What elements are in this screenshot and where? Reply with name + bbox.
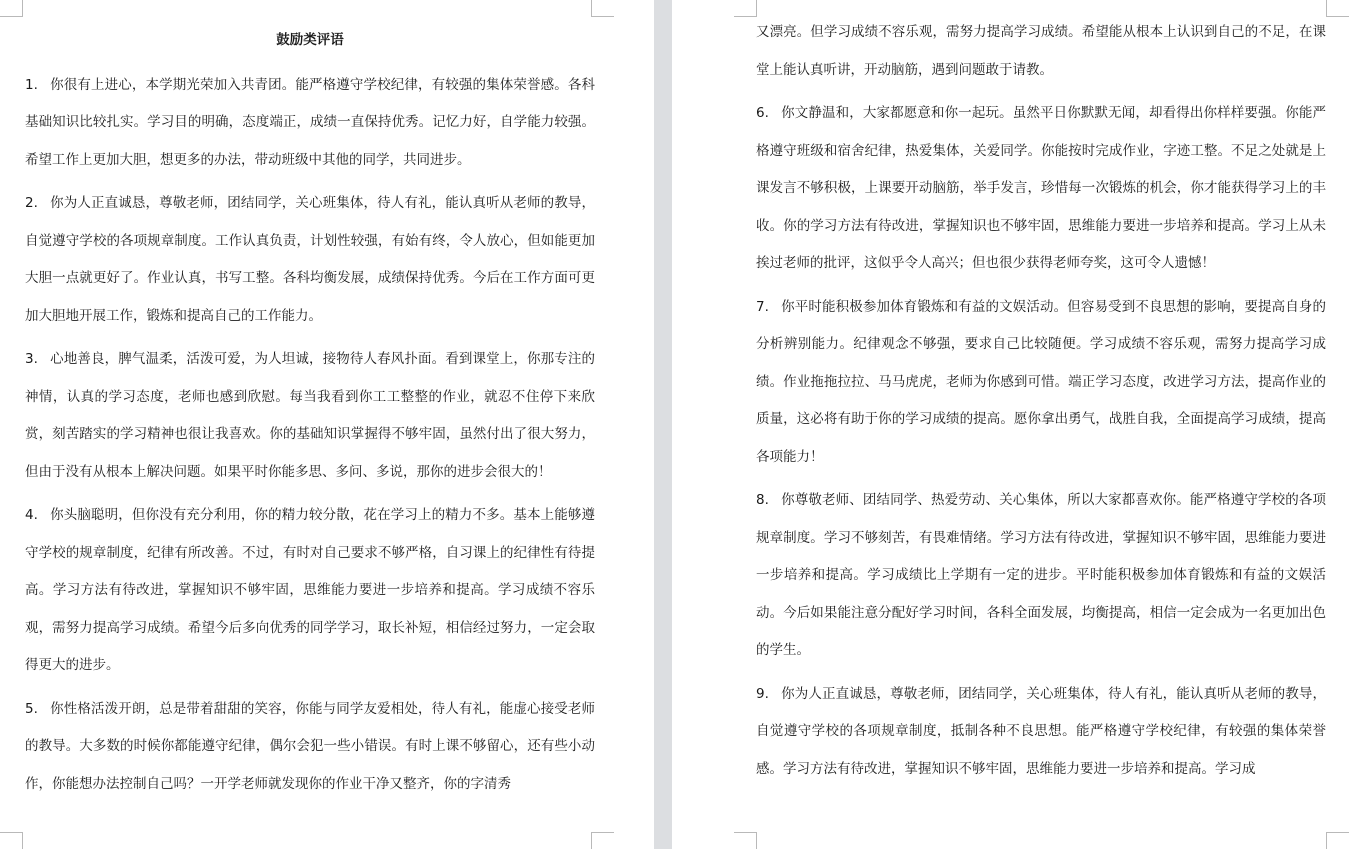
paragraph-text: 你性格活泼开朗，总是带着甜甜的笑容，你能与同学友爱相处，待人有礼，能虚心接受老师的教导。大多数的时候你都能遵守纪律，偶尔会犯一些小错误。有时上课不够留心，还有些小动作，你能想办法控制自己吗？一开学老师就发现你的作业干净又整齐，你的字清秀 [25,700,595,792]
paragraph-number: 6. [756,105,769,121]
document-title: 鼓励类评语 [276,32,344,48]
margin-corner-mark [591,832,614,849]
paragraph [25,341,595,491]
paragraph-text: 你为人正直诚恳，尊敬老师，团结同学，关心班集体，待人有礼，能认真听从老师的教导，自觉遵守学校的各项规章制度。工作认真负责，计划性较强，有始有终，令人放心，但如能更加大胆一点就更好了。作业认真，书写工整。各科均衡发展，成绩保持优秀。今后在工作方面可更加大胆地开展工作，锻炼和提高自己的工作能力。 [25,195,595,324]
paragraph-number: 7. [756,298,769,315]
paragraph-text: 你为人正直诚恳，尊敬老师，团结同学，关心班集体，待人有礼，能认真听从老师的教导，自觉遵守学校的各项规章制度，抵制各种不良思想。能严格遵守学校纪律，有较强的集体荣誉感。学习方法有待改进，掌握知识不够牢固，思维能力要进一步培养和提高。学习成 [756,685,1326,777]
paragraph-text: 你头脑聪明，但你没有充分利用，你的精力较分散，花在学习上的精力不多。基本上能够遵守学校的规章制度，纪律有所改善。不过，有时对自己要求不够严格，自习课上的纪律性有待提高。学习方法有待改进，掌握知识不够牢固，思维能力要进一步培养和提高。学习成绩不容乐观，需努力提高学习成绩。希望今后多向优秀的同学学习，取长补短，相信经过努力，一定会取得更大的进步。 [25,507,595,673]
paragraph-text: 你尊敬老师、团结同学、热爱劳动、关心集体，所以大家都喜欢你。能严格遵守学校的各项规章制度。学习不够刻苦，有畏难情绪。学习方法有待改进，掌握知识不够牢固，思维能力要进一步培养和提高。学习成绩比上学期有一定的进步。平时能积极参加体育锻炼和有益的文娱活动。今后如果能注意分配好学习时间，各科全面发展，均衡提高，相信一定会成为一名更加出色的学生。 [756,492,1326,658]
paragraph [756,289,1326,477]
page-gap [654,0,672,849]
paragraph-continuation: 又漂亮。但学习成绩不容乐观，需努力提高学习成绩。希望能从根本上认识到自己的不足，在课堂上能认真听讲，开动脑筋，遇到问题敢于请教。 [756,24,1326,78]
paragraph-number: 1. [25,76,38,93]
paragraph-number: 3. [25,351,38,367]
paragraph-text: 你平时能积极参加体育锻炼和有益的文娱活动。但容易受到不良思想的影响，要提高自身的分析辨别能力。纪律观念不够强，要求自己比较随便。学习成绩不容乐观，需努力提高学习成绩。作业拖拖拉拉、马马虎虎，老师为你感到可惜。端正学习态度，改进学习方法，提高作业的质量，这必将有助于你的学习成绩的提高。愿你拿出勇气，战胜自我，全面提高学习成绩，提高各项能力！ [756,298,1326,465]
paragraph [25,497,595,685]
margin-corner-mark [591,0,614,17]
paragraph-number: 5. [25,700,38,717]
paragraph-number: 9. [756,685,769,702]
paragraph [25,67,595,180]
paragraph-text: 心地善良，脾气温柔，活泼可爱，为人坦诚，接物待人春风扑面。看到课堂上，你那专注的神情，认真的学习态度，老师也感到欣慰。每当我看到你工工整整的作业，就忍不住停下来欣赏，刻苦踏实的学习精神也很让我喜欢。你的基础知识掌握得不够牢固，虽然付出了很大努力，但由于没有从根本上解决问题。如果平时你能多思、多问、多说，那你的进步会很大的！ [25,351,595,480]
page-right-content[interactable] [756,14,1326,794]
paragraph-text: 你很有上进心，本学期光荣加入共青团。能严格遵守学校纪律，有较强的集体荣誉感。各科基础知识比较扎实。学习目的明确，态度端正，成绩一直保持优秀。记忆力好，自学能力较强。希望工作上更加大胆，想更多的办法，带动班级中其他的同学，共同进步。 [25,76,595,168]
page-left-content[interactable] [25,22,595,809]
page-left [0,0,654,849]
margin-corner-mark [1326,0,1349,17]
paragraph [756,676,1326,789]
margin-corner-mark [734,0,757,17]
paragraph [25,185,595,335]
margin-corner-mark [0,832,23,849]
page-right [672,0,1349,849]
paragraph-number: 8. [756,492,769,508]
paragraph-number: 4. [25,507,38,523]
paragraph [756,95,1326,283]
margin-corner-mark [1326,832,1349,849]
margin-corner-mark [734,832,757,849]
paragraph [756,482,1326,670]
margin-corner-mark [0,0,23,17]
paragraph [25,691,595,804]
paragraph-text: 你文静温和，大家都愿意和你一起玩。虽然平日你默默无闻，却看得出你样样要强。你能严格遵守班级和宿舍纪律，热爱集体，关爱同学。你能按时完成作业，字迹工整。不足之处就是上课发言不够积极，上课要开动脑筋，举手发言，珍惜每一次锻炼的机会，你才能获得学习上的丰收。你的学习方法有待改进，掌握知识也不够牢固，思维能力要进一步培养和提高。学习上从未挨过老师的批评，这似乎令人高兴；但也很少获得老师夸奖，这可令人遗憾！ [756,105,1326,271]
paragraph-number: 2. [25,195,38,211]
